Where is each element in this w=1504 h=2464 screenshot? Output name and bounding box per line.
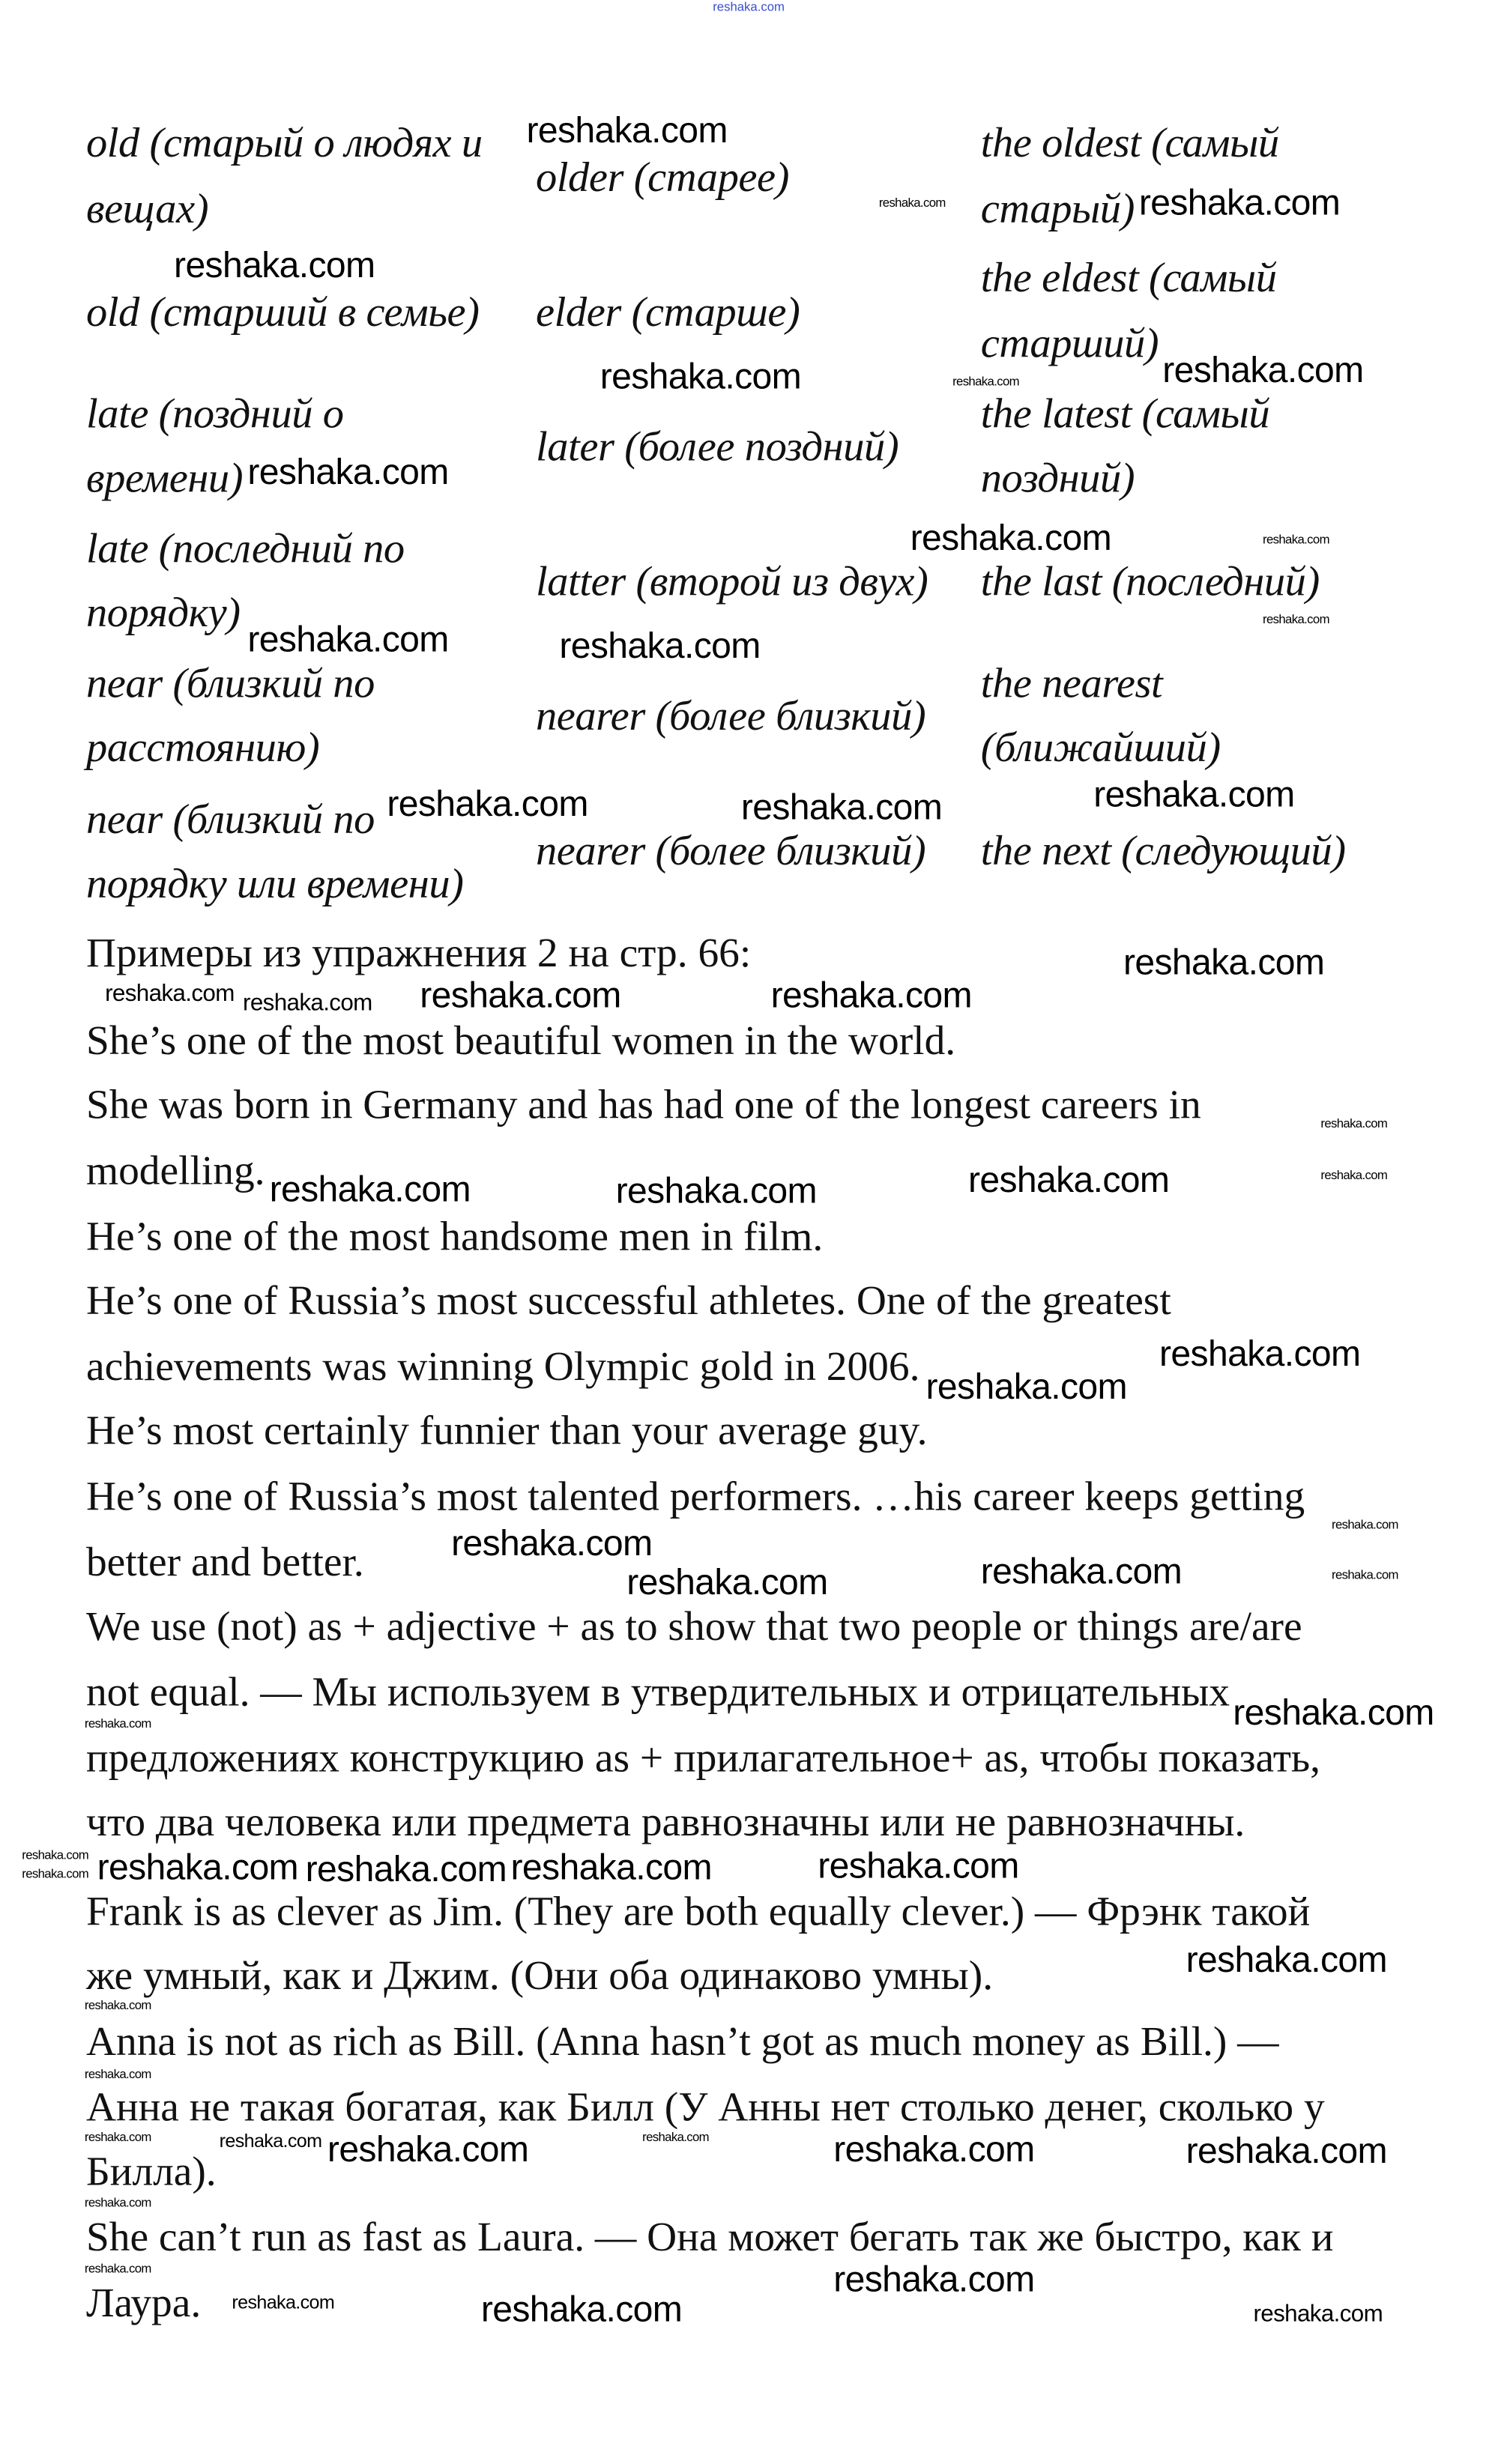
watermark: reshaka.com <box>84 1998 151 2013</box>
watermark: reshaka.com <box>269 1168 471 1209</box>
section-heading: Примеры из упражнения 2 на стр. 66: <box>85 928 752 976</box>
table-cell-base: расстоянию) <box>85 723 320 771</box>
watermark: reshaka.com <box>1159 1333 1361 1374</box>
watermark: reshaka.com <box>97 1846 298 1888</box>
table-cell-base: late (последний по <box>85 524 405 572</box>
table-cell-comparative: older (старее) <box>535 153 790 201</box>
watermark: reshaka.com <box>626 1561 828 1602</box>
table-cell-superlative: the last (последний) <box>980 557 1320 605</box>
watermark: reshaka.com <box>84 1716 151 1731</box>
watermark: reshaka.com <box>1253 2301 1383 2328</box>
table-cell-superlative: старший) <box>980 319 1159 367</box>
watermark: reshaka.com <box>925 1366 1127 1407</box>
watermark: reshaka.com <box>305 1847 507 1889</box>
text-line: Anna is not as rich as Bill. (Anna hasn’t got as much money as Bill.) — <box>85 2017 1279 2065</box>
watermark: reshaka.com <box>1263 612 1329 627</box>
watermark: reshaka.com <box>1123 941 1325 982</box>
watermark: reshaka.com <box>980 1550 1183 1592</box>
watermark: reshaka.com <box>174 244 375 285</box>
watermark: reshaka.com <box>451 1522 653 1564</box>
table-cell-superlative: the eldest (самый <box>980 253 1277 301</box>
watermark: reshaka.com <box>967 1159 1170 1200</box>
table-cell-base: old (старший в семье) <box>85 288 480 336</box>
table-cell-superlative: the nearest <box>980 659 1163 706</box>
watermark: reshaka.com <box>22 1847 89 1862</box>
table-cell-base: old (старый о людях и <box>85 118 483 166</box>
watermark: reshaka.com <box>387 783 588 824</box>
table-cell-base: порядку или времени) <box>85 859 464 907</box>
watermark: reshaka.com <box>243 990 372 1017</box>
watermark: reshaka.com <box>770 974 972 1015</box>
text-line: He’s most certainly funnier than your average guy. <box>85 1406 928 1454</box>
text-line: achievements was winning Olympic gold in 2006. <box>85 1342 920 1390</box>
watermark: reshaka.com <box>740 786 943 827</box>
watermark: reshaka.com <box>219 2130 322 2152</box>
watermark: reshaka.com <box>642 2130 709 2145</box>
table-cell-comparative: nearer (более близкий) <box>535 826 926 874</box>
watermark: reshaka.com <box>833 2128 1035 2170</box>
text-line: She’s one of the most beautiful women in the world. <box>85 1016 956 1064</box>
watermark: reshaka.com <box>1138 181 1341 223</box>
table-cell-comparative: nearer (более близкий) <box>535 692 926 739</box>
table-cell-base: вещах) <box>85 184 209 232</box>
watermark: reshaka.com <box>833 2258 1035 2300</box>
table-cell-superlative: the oldest (самый <box>980 118 1279 166</box>
table-cell-base: late (поздний о <box>85 390 344 438</box>
watermark: reshaka.com <box>1332 1567 1398 1582</box>
table-cell-comparative: latter (второй из двух) <box>535 557 928 605</box>
text-line: что два человека или предмета равнозначны или не равнозначны. <box>85 1798 1245 1845</box>
watermark: reshaka.com <box>878 196 946 211</box>
text-line: Анна не такая богатая, как Билл (У Анны нет столько денег, сколько у <box>85 2083 1325 2131</box>
watermark: reshaka.com <box>1186 2130 1387 2171</box>
table-cell-base: порядку) <box>85 589 241 636</box>
text-line: Лаура. <box>85 2278 202 2326</box>
watermark: reshaka.com <box>1162 349 1364 390</box>
watermark: reshaka.com <box>1332 1517 1398 1532</box>
watermark: reshaka.com <box>247 451 449 492</box>
watermark: reshaka.com <box>22 1866 89 1881</box>
watermark: reshaka.com <box>232 2291 335 2313</box>
text-line: предложениях конструкцию as + прилагательное+ as, чтобы показать, <box>85 1734 1321 1782</box>
text-line: She was born in Germany and has had one of the longest careers in <box>85 1080 1201 1128</box>
watermark: reshaka.com <box>1233 1691 1434 1733</box>
watermark: reshaka.com <box>480 2288 683 2329</box>
text-line: He’s one of Russia’s most talented performers. …his career keeps getting <box>85 1472 1305 1519</box>
watermark: reshaka.com <box>818 1844 1019 1886</box>
watermark: reshaka.com <box>1186 1939 1387 1980</box>
watermark: reshaka.com <box>420 974 621 1015</box>
watermark: reshaka.com <box>1263 532 1329 547</box>
watermark: reshaka.com <box>84 2196 151 2210</box>
text-line: modelling. <box>85 1146 265 1194</box>
watermark: reshaka.com <box>615 1169 817 1211</box>
table-cell-comparative: elder (старше) <box>535 288 800 336</box>
table-cell-superlative: старый) <box>980 184 1135 232</box>
text-line: же умный, как и Джим. (Они оба одинаково умны). <box>85 1951 994 1999</box>
text-line: She can’t run as fast as Laura. — Она может бегать так же быстро, как и <box>85 2213 1334 2260</box>
watermark: reshaka.com <box>84 2067 151 2082</box>
text-line: Frank is as clever as Jim. (They are both equally clever.) — Фрэнк такой <box>85 1887 1311 1934</box>
watermark: reshaka.com <box>600 355 802 396</box>
text-line: He’s one of Russia’s most successful athletes. One of the greatest <box>85 1276 1171 1324</box>
table-cell-base: near (близкий по <box>85 659 375 706</box>
table-cell-base: времени) <box>85 454 244 501</box>
watermark: reshaka.com <box>327 2128 529 2170</box>
watermark: reshaka.com <box>910 516 1112 558</box>
watermark: reshaka.com <box>1320 1168 1388 1183</box>
watermark: reshaka.com <box>559 625 761 666</box>
text-line: We use (not) as + adjective + as to show that two people or things are/are <box>85 1602 1302 1650</box>
header-watermark: reshaka.com <box>713 0 785 14</box>
text-line: not equal. — Мы используем в утвердительных и отрицательных <box>85 1668 1230 1716</box>
watermark: reshaka.com <box>952 374 1019 389</box>
table-cell-superlative: the latest (самый <box>980 390 1270 438</box>
text-line: Билла). <box>85 2147 217 2194</box>
table-cell-base: near (близкий по <box>85 796 375 843</box>
watermark: reshaka.com <box>105 980 235 1008</box>
text-line: He’s one of the most handsome men in film. <box>85 1212 824 1259</box>
watermark: reshaka.com <box>510 1846 712 1888</box>
watermark: reshaka.com <box>526 109 728 151</box>
watermark: reshaka.com <box>1320 1116 1388 1131</box>
table-cell-superlative: (ближайший) <box>980 723 1221 771</box>
table-cell-superlative: поздний) <box>980 454 1135 501</box>
text-line: better and better. <box>85 1537 364 1585</box>
watermark: reshaka.com <box>84 2130 151 2145</box>
table-cell-comparative: later (более поздний) <box>535 423 899 470</box>
table-cell-superlative: the next (следующий) <box>980 826 1346 874</box>
watermark: reshaka.com <box>247 618 449 660</box>
watermark: reshaka.com <box>84 2261 151 2276</box>
watermark: reshaka.com <box>1093 773 1295 815</box>
